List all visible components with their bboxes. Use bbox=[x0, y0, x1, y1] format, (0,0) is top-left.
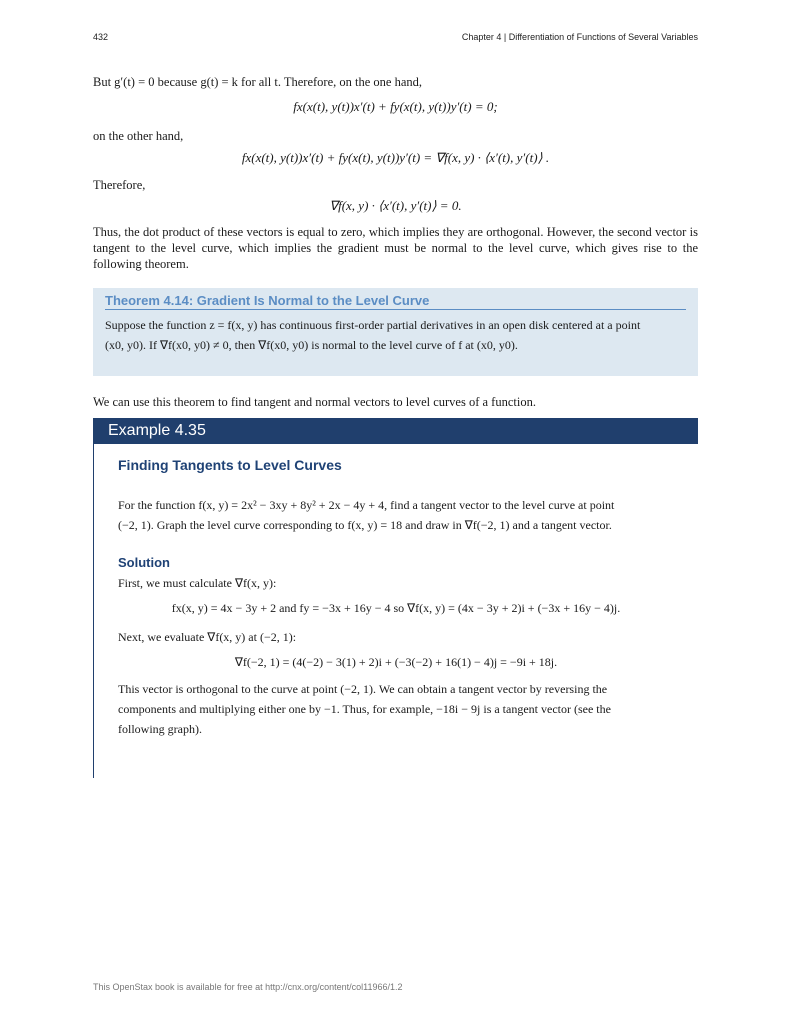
chapter-title: Chapter 4 | Differentiation of Functions of Several Variables bbox=[461, 32, 698, 42]
solution-paragraph-line-2: components and multiplying either one by −1. Thus, for example, −18i − 9j is a tangent vector (see the bbox=[118, 702, 611, 716]
theorem-body-line-1: Suppose the function z = f(x, y) has continuous first-order partial derivatives in an open disk centered at a point bbox=[105, 318, 641, 332]
intro-paragraph: Thus, the dot product of these vectors is equal to zero, which implies they are orthogonal. However, the second vector is tangent to the level curve, which implies the gradient must be normal to the level curve, which gives rise to the following theorem. bbox=[93, 225, 698, 271]
solution-heading: Solution bbox=[118, 555, 170, 570]
solution-line-1: First, we must calculate ∇f(x, y): bbox=[118, 576, 277, 590]
example-title: Finding Tangents to Level Curves bbox=[118, 457, 342, 473]
solution-line-2: Next, we evaluate ∇f(x, y) at (−2, 1): bbox=[118, 630, 297, 644]
intro-line-1: But g′(t) = 0 because g(t) = k for all t. Therefore, on the one hand, bbox=[93, 75, 422, 89]
theorem-box bbox=[93, 288, 698, 376]
problem-line-2: (−2, 1). Graph the level curve corresponding to f(x, y) = 18 and draw in ∇f(−2, 1) and a tangent vector. bbox=[118, 518, 612, 532]
bridge-text: We can use this theorem to find tangent and normal vectors to level curves of a function. bbox=[93, 395, 536, 409]
equation-1: fx(x(t), y(t))x′(t) + fy(x(t), y(t))y′(t) = 0; bbox=[293, 99, 498, 114]
solution-paragraph-line-1: This vector is orthogonal to the curve at point (−2, 1). We can obtain a tangent vector by reversing the bbox=[118, 682, 608, 696]
equation-3: ∇f(x, y) · ⟨x′(t), y′(t)⟩ = 0. bbox=[329, 198, 462, 213]
page-number: 432 bbox=[93, 32, 109, 42]
example-label: Example 4.35 bbox=[108, 422, 206, 439]
example-left-rule bbox=[93, 444, 94, 778]
equation-2: fx(x(t), y(t))x′(t) + fy(x(t), y(t))y′(t) = ∇f(x, y) · ⟨x′(t), y′(t)⟩ . bbox=[241, 150, 550, 165]
intro-line-3: Therefore, bbox=[93, 178, 146, 192]
footer-note: This OpenStax book is available for free at http://cnx.org/content/col11966/1.2 bbox=[93, 982, 403, 992]
solution-equation-2: ∇f(−2, 1) = (4(−2) − 3(1) + 2)i + (−3(−2) + 16(1) − 4)j = −9i + 18j. bbox=[234, 655, 558, 669]
theorem-title: Theorem 4.14: Gradient Is Normal to the Level Curve bbox=[105, 293, 686, 310]
theorem-body-line-2: (x0, y0). If ∇f(x0, y0) ≠ 0, then ∇f(x0, y0) is normal to the level curve of f at (x0, y0). bbox=[105, 338, 518, 352]
intro-line-2: on the other hand, bbox=[93, 129, 184, 143]
problem-line-1: For the function f(x, y) = 2x² − 3xy + 8y² + 2x − 4y + 4, find a tangent vector to the level curve at point bbox=[118, 498, 615, 512]
solution-equation-1: fx(x, y) = 4x − 3y + 2 and fy = −3x + 16y − 4 so ∇f(x, y) = (4x − 3y + 2)i + (−3x + 16y − 4)j. bbox=[171, 601, 621, 615]
solution-paragraph-line-3: following graph). bbox=[118, 722, 202, 736]
example-header-bar bbox=[93, 418, 698, 444]
